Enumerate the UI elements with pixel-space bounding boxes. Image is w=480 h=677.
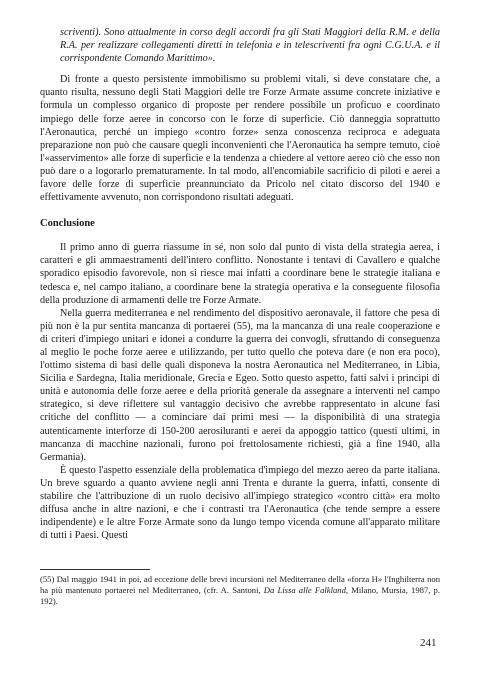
footnote-text-2: , Milano, Mursia, 1987, p. 192).: [40, 585, 441, 606]
footnote-text-1: (55) Dal maggio 1941 in poi, ad eccezione delle brevi incursioni nel Mediterraneo della «forza H» l'Inghilterra non ha più mantenuto portaerei nel Mediterraneo, (cfr. A. Santoni,: [40, 574, 440, 595]
footnote-book-title: Da Lissa alle Falkland: [263, 585, 346, 595]
page-body: [40, 26, 440, 542]
section-heading: Conclusione: [40, 218, 95, 230]
paragraph-1: Di fronte a questo persistente immobilismo su problemi vitali, si deve constatare che, a quanto risulta, nessuno degli Stati Maggiori delle tre Forze Armate assume concrete iniziative e formula un complesso organico di proposte per rendere possibile un proficuo e coordinato impiego delle forze aeree in concorso con le forze di superficie. Ciò danneggia soprattutto l'Aeronautica, perché un impiego «contro forze» senza conoscenza reciproca e adeguata preparazione non può che causare quegli inconvenienti che l'Aeronautica ha sempre temuto, cioè l'«asservimento» alle forze di superficie e la tendenza a chiedere al vettore aereo ciò che esso non può dare o a logorarlo prematuramente. In tal modo, all'encomiabile sacrificio di piloti e aerei a favore delle forze di superficie preannunciato da Pricolo nel citato discorso del 1940 e effettivamente avvenuto, non corrispondono risultati adeguati.: [40, 74, 440, 204]
paragraph-3: Nella guerra mediterranea e nel rendimento del dispositivo aeronavale, il fattore che pesa di più non è la pur sentita mancanza di portaerei (55), ma la mancanza di una reale cooperazione e di criteri d'impiego unitari e idonei a condurre la guerra dei convogli, sfruttando di conseguenza al meglio le poche forze aeree e utilizzando, per tutto quello che poteva dare (e non era poco), l'ottimo sistema di basi delle quali disponeva la nostra Aeronautica nel Mediterraneo, in Libia, Sicilia e Sardegna, Italia meridionale, Grecia e Egeo. Sotto questo aspetto, fatti salvi i princìpi di unità e autonomia delle forze aeree e della priorità generale da assegnare a interventi nel campo strategico, si deve riflettere sul vantaggio decisivo che avrebbe rappresentato in alcune fasi critiche del conflitto — a cominciare dai primi mesi — la disponibilità di una strategia autenticamente interforze di 150-200 aerosiluranti e aerei da appoggio tattico (questi ultimi, in mancanza di macchine nazionali, furono poi frettolosamente richiesti, già a fine 1940, alla Germania).: [40, 307, 440, 463]
paragraph-2: Il primo anno di guerra riassume in sé, non solo dal punto di vista della strategia aerea, i caratteri e gli ammaestramenti dell'intero conflitto. Nonostante i tentavi di Cavallero e qualche sporadico episodio favorevole, non si riesce mai infatti a coordinare bene le strategie italiana e tedesca e, nel campo italiano, a coordinare bene la strategia operativa e la conseguente filosofia della produzione di armamenti delle tre Forze Armate.: [40, 242, 440, 306]
footnote-divider: [40, 569, 150, 570]
paragraph-4: È questo l'aspetto essenziale della problematica d'impiego del mezzo aereo da parte italiana. Un breve sguardo a quanto avviene negli anni Trenta e durante la guerra, infatti, consente di stabilire che l'attribuzione di un ruolo decisivo all'impiego strategico «contro città» era molto diffusa anche in altre nazioni, e che i contrasti tra l'Aeronautica (che tende sempre a essere indipendente) e le altre Forze Armate sono da lungo tempo vicenda comune all'apparato militare di tutti i Paesi. Questi: [40, 464, 440, 542]
footnote-55: [40, 574, 440, 607]
quote-block: scriventi). Sono attualmente in corso degli accordi fra gli Stati Maggiori della R.M. e della R.A. per realizzare collegamenti diretti in telefonia e in telescriventi fra ogni C.G.U.A. e il corrispondente Comando Marittimo».: [60, 27, 440, 65]
page-number: 241: [420, 637, 437, 649]
